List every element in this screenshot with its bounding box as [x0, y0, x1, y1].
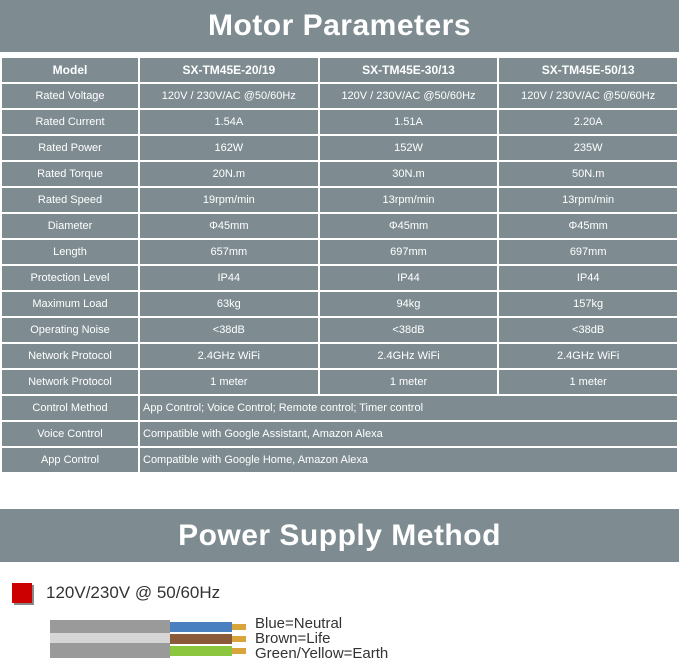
cell-value: IP44 [320, 266, 498, 290]
row-label: Rated Speed [2, 188, 138, 212]
row-label: Length [2, 240, 138, 264]
table-row [2, 136, 677, 160]
column-header-model-3: SX-TM45E-50/13 [499, 58, 677, 82]
cell-value-wide: Compatible with Google Home, Amazon Alexa [140, 448, 677, 472]
table-row [2, 188, 677, 212]
cell-value-wide: Compatible with Google Assistant, Amazon Alexa [140, 422, 677, 446]
cell-value: 13rpm/min [320, 188, 498, 212]
cell-value: 13rpm/min [499, 188, 677, 212]
table-header-row [2, 58, 677, 82]
row-label: Network Protocol [2, 370, 138, 394]
cell-value: 162W [140, 136, 318, 160]
cell-value: 697mm [499, 240, 677, 264]
wire-label-blue: Blue=Neutral [255, 615, 343, 632]
cell-value: 30N.m [320, 162, 498, 186]
cell-value: 50N.m [499, 162, 677, 186]
cell-value: 120V / 230V/AC @50/60Hz [320, 84, 498, 108]
cell-value: <38dB [320, 318, 498, 342]
cell-value: 2.4GHz WiFi [499, 344, 677, 368]
cell-value: 94kg [320, 292, 498, 316]
cell-value: 19rpm/min [140, 188, 318, 212]
motor-parameters-title: Motor Parameters [0, 0, 679, 52]
table-row [2, 422, 677, 446]
wire-green-yellow [170, 646, 232, 656]
cell-value: 1 meter [499, 370, 677, 394]
row-label: Diameter [2, 214, 138, 238]
table-row [2, 84, 677, 108]
row-label: Operating Noise [2, 318, 138, 342]
cell-value: 697mm [320, 240, 498, 264]
table-row [2, 318, 677, 342]
cable-sheath-highlight [50, 633, 170, 643]
cell-value: <38dB [499, 318, 677, 342]
table-row [2, 110, 677, 134]
table-row [2, 162, 677, 186]
cell-value: IP44 [140, 266, 318, 290]
cell-value: 63kg [140, 292, 318, 316]
cell-value: 1.51A [320, 110, 498, 134]
cell-value: Φ45mm [320, 214, 498, 238]
wire-blue [170, 622, 232, 632]
wire-label-green-yellow: Green/Yellow=Earth [255, 645, 389, 662]
wire-label-brown: Brown=Life [255, 630, 331, 647]
column-header-model-2: SX-TM45E-30/13 [320, 58, 498, 82]
cell-value: 120V / 230V/AC @50/60Hz [499, 84, 677, 108]
row-label: Rated Torque [2, 162, 138, 186]
table-row [2, 448, 677, 472]
table-row [2, 292, 677, 316]
cell-value-wide: App Control; Voice Control; Remote control; Timer control [140, 396, 677, 420]
wire-brown [170, 634, 232, 644]
cell-value: <38dB [140, 318, 318, 342]
cell-value: 152W [320, 136, 498, 160]
power-supply-title: Power Supply Method [0, 509, 679, 562]
cell-value: 2.4GHz WiFi [320, 344, 498, 368]
row-label: Network Protocol [2, 344, 138, 368]
table-row [2, 214, 677, 238]
cell-value: 2.20A [499, 110, 677, 134]
cell-value: 235W [499, 136, 677, 160]
cell-value: 1 meter [320, 370, 498, 394]
cell-value: 1 meter [140, 370, 318, 394]
column-header-model-1: SX-TM45E-20/19 [140, 58, 318, 82]
table-row [2, 266, 677, 290]
row-label: Protection Level [2, 266, 138, 290]
wire-tip-brown [232, 636, 246, 642]
cell-value: 1.54A [140, 110, 318, 134]
parameters-table [0, 56, 679, 474]
wire-tip-blue [232, 624, 246, 630]
cell-value: Φ45mm [499, 214, 677, 238]
cell-value: 157kg [499, 292, 677, 316]
row-label: App Control [2, 448, 138, 472]
parameters-table-wrapper [0, 52, 679, 509]
table-row [2, 396, 677, 420]
column-header-model: Model [2, 58, 138, 82]
row-label: Rated Current [2, 110, 138, 134]
power-voltage-text: 120V/230V @ 50/60Hz [46, 583, 221, 602]
wire-legend [255, 616, 388, 661]
table-row [2, 240, 677, 264]
cell-value: 2.4GHz WiFi [140, 344, 318, 368]
row-label: Rated Voltage [2, 84, 138, 108]
cell-value: Φ45mm [140, 214, 318, 238]
power-supply-row [12, 581, 220, 605]
table-row [2, 370, 677, 394]
cell-value: 20N.m [140, 162, 318, 186]
row-label: Maximum Load [2, 292, 138, 316]
cell-value: IP44 [499, 266, 677, 290]
table-row [2, 344, 677, 368]
row-label: Voice Control [2, 422, 138, 446]
power-cable-illustration [50, 618, 250, 660]
row-label: Rated Power [2, 136, 138, 160]
cell-value: 120V / 230V/AC @50/60Hz [140, 84, 318, 108]
power-indicator-square [12, 583, 32, 603]
wire-tip-green-yellow [232, 648, 246, 654]
row-label: Control Method [2, 396, 138, 420]
cell-value: 657mm [140, 240, 318, 264]
